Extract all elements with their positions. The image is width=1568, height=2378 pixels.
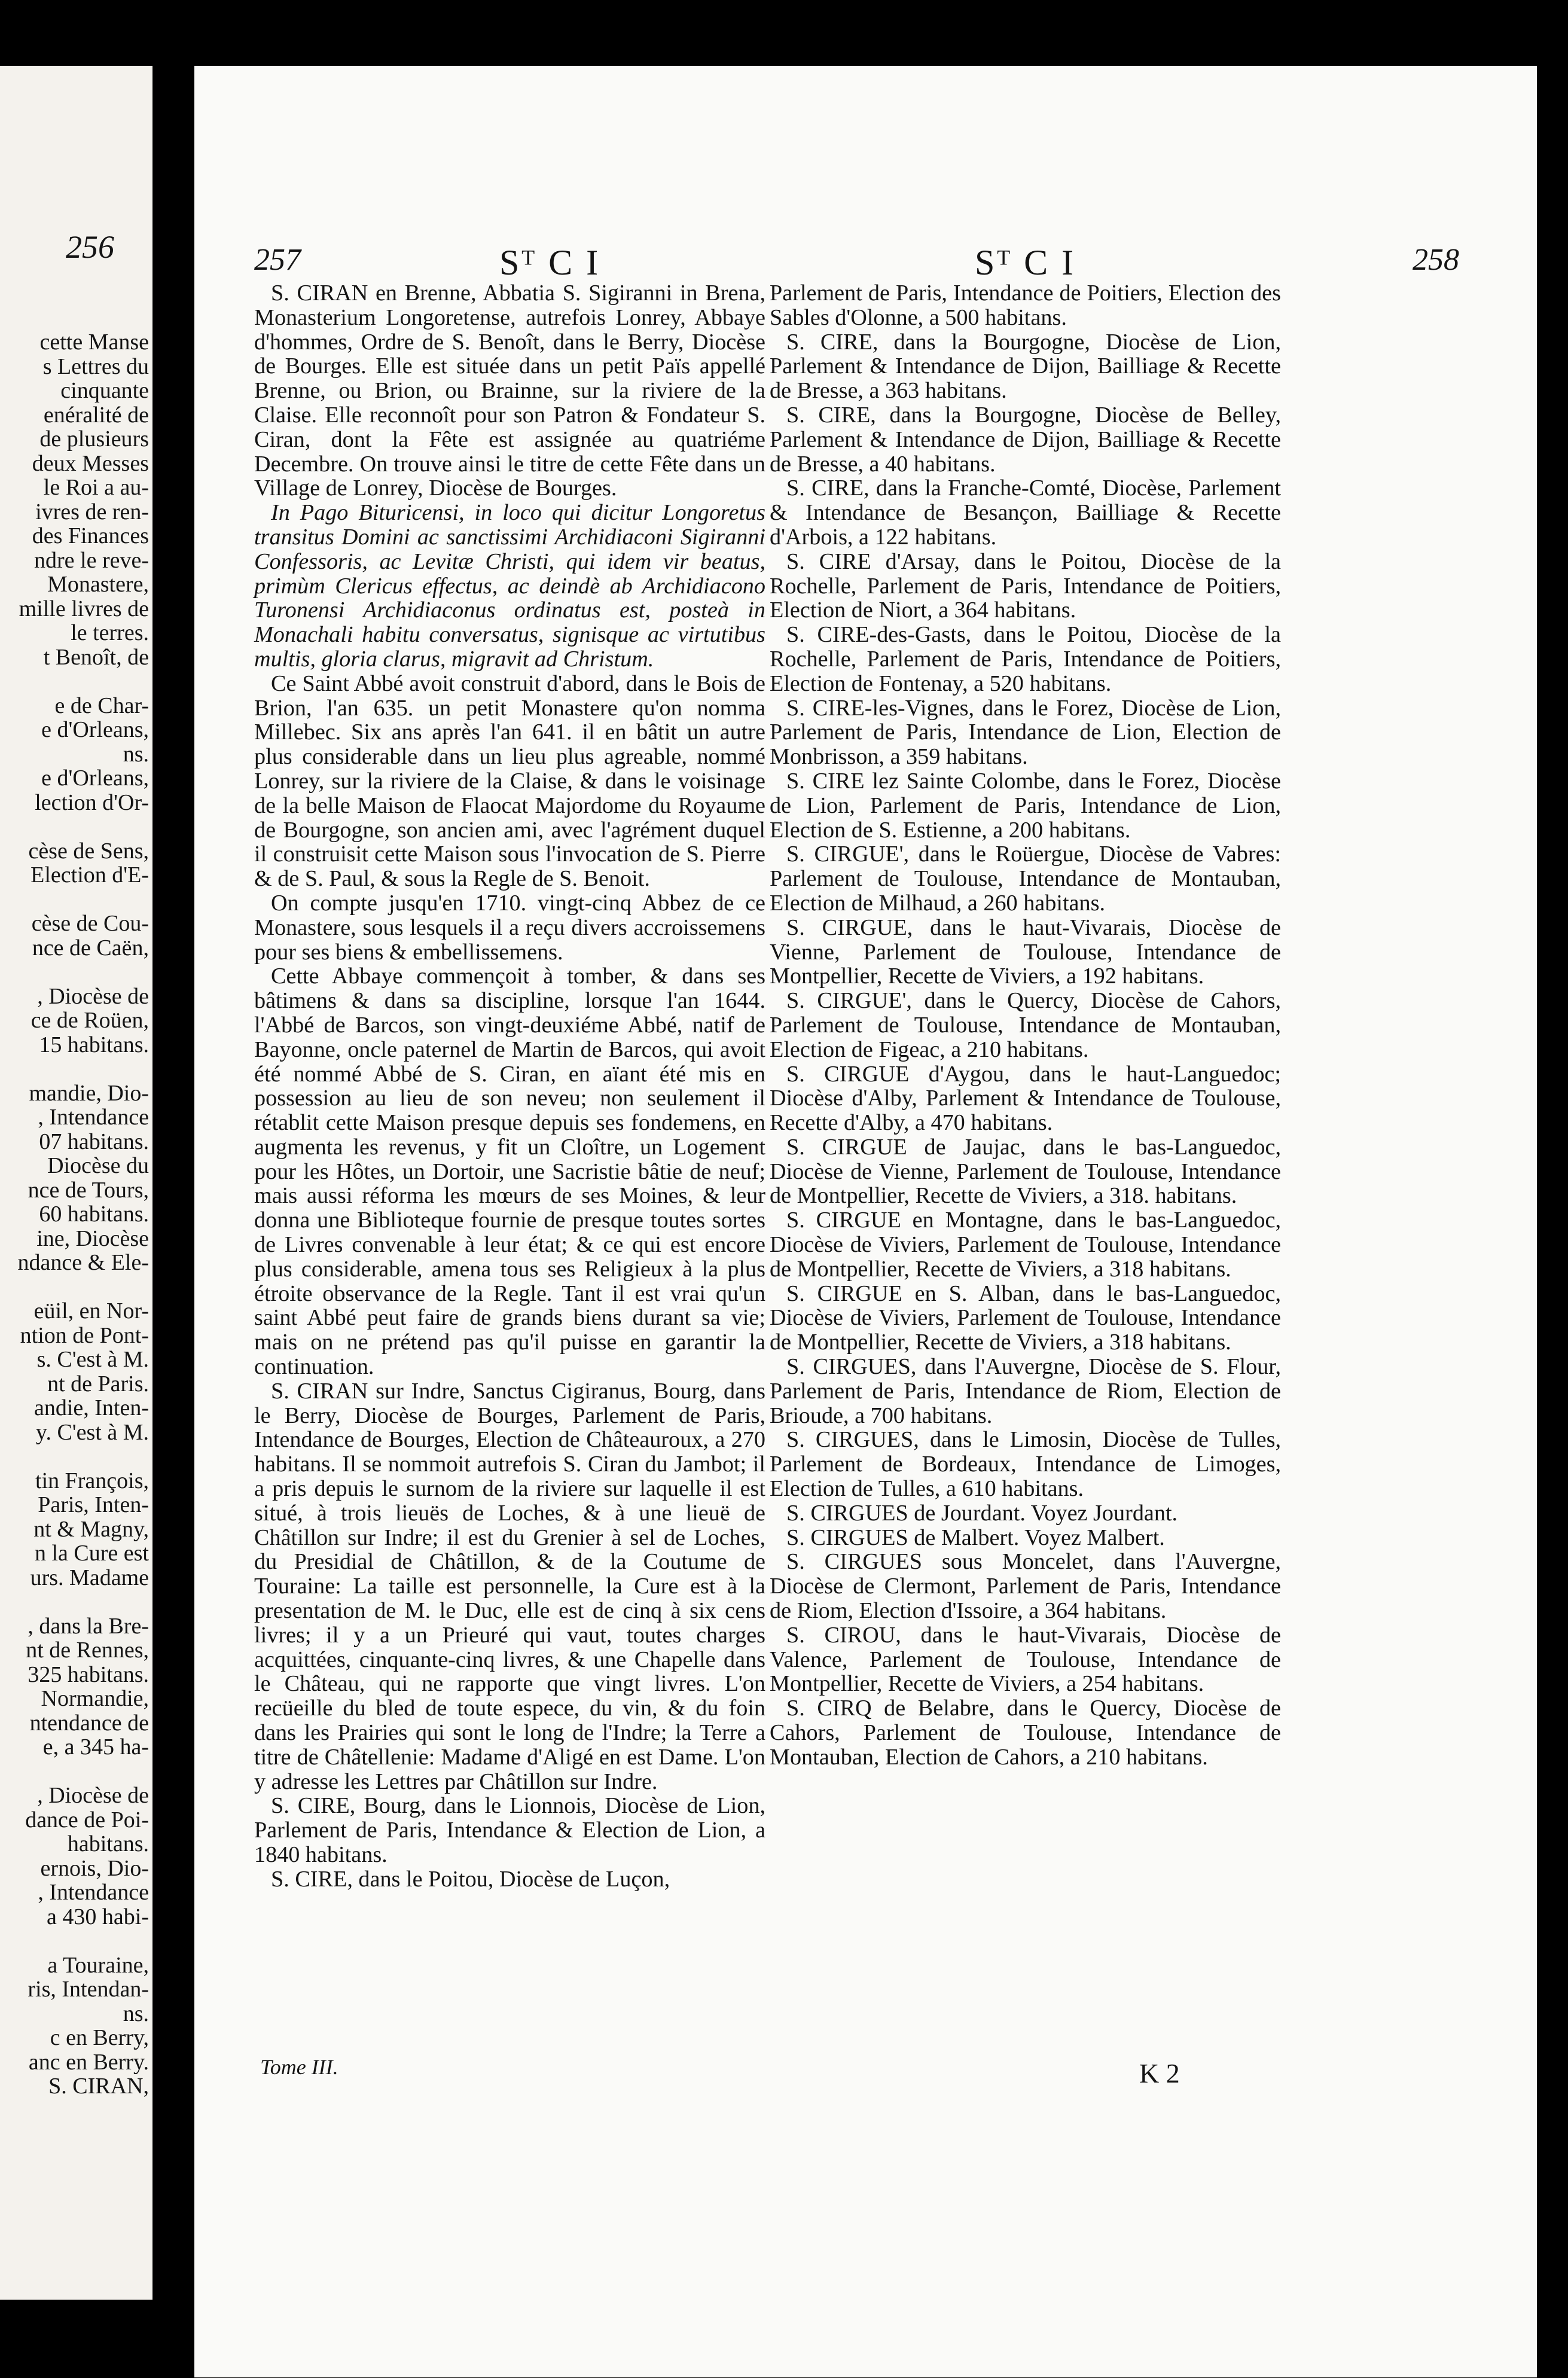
previous-page-line: S. CIRAN, <box>48 2074 149 2099</box>
article-paragraph: S. CIRE, dans le Poitou, Diocèse de Luçon, <box>271 1866 670 1892</box>
previous-page-line: Diocèse du <box>47 1154 149 1178</box>
previous-page-line: urs. Madame <box>30 1565 149 1590</box>
article-paragraph: S. CIRAN sur Indre, Sanctus Cigiranus, Bourg, dans le Berry, Diocèse de Bourges, Parlement de Paris, Intendance de Bourges, Election de Châteauroux, a 270 habitans. Il se nommoit autrefois S. Ciran du Jambot; il a pris depuis le surnom de la riviere sur laquelle il est situé, à trois lieuës de Loches, & à une lieuë de Châtillon sur Indre; il est du Grenier à sel de Loches, du Presidial de Châtillon, & de la Coutume de Touraine: La taille est personnelle, la Cure est à la presentation de M. le Duc, elle est de cinq à six cens livres; il y a un Prieuré qui vaut, toutes charges acquittées, cinquante-cinq livres, & une Chapelle dans le Château, qui ne rapporte que vingt livres. L'on recüeille du bled de toute espece, du vin, & du foin dans les Prairies qui sont le long de l'Indre; la Terre a titre de Châtellenie: Madame d'Aligé en est Dame. L'on y adresse les Lettres par Châtillon sur Indre. <box>254 1378 765 1794</box>
previous-page-line: cette Manse <box>39 330 149 355</box>
article-paragraph: On compte jusqu'en 1710. vingt-cinq Abbez de ce Monastere, sous lesquels il a reçu divers accroissemens pour ses biens & embellissemens. <box>254 890 765 965</box>
previous-page-line: 325 habitans. <box>28 1662 149 1687</box>
previous-page-line: ns. <box>123 742 149 766</box>
previous-page-line: ntendance de <box>29 1711 149 1735</box>
previous-page-line: cinquante <box>60 379 149 403</box>
book-page <box>194 66 1537 2377</box>
previous-page-line <box>0 1760 149 1784</box>
previous-page-line: , dans la Bre- <box>28 1614 149 1638</box>
previous-page-line: mille livres de <box>19 596 149 621</box>
previous-page-line: nt & Magny, <box>33 1517 149 1541</box>
previous-page-line: lection d'Or- <box>35 790 149 815</box>
previous-page-line: n la Cure est <box>34 1541 149 1566</box>
previous-page-line: , Intendance <box>38 1105 149 1130</box>
previous-page-line <box>0 960 149 984</box>
previous-page-line: Election d'E- <box>30 863 149 888</box>
previous-page-line: Paris, Inten- <box>38 1493 149 1517</box>
volume-signature: Tome III. <box>260 2055 338 2079</box>
previous-page-line: ine, Diocèse <box>36 1226 149 1251</box>
previous-page-line: nce de Tours, <box>28 1178 149 1202</box>
right-page-number: 258 <box>1413 243 1459 277</box>
previous-page-line: e d'Orleans, <box>41 766 149 791</box>
previous-page-line: t Benoît, de <box>43 645 149 669</box>
article-paragraph: S. CIRGUES de Jourdant. Voyez Jourdant. <box>786 1500 1178 1526</box>
previous-page-line: cèse de Sens, <box>28 839 149 863</box>
signature-mark: K 2 <box>1139 2058 1180 2089</box>
previous-page-line <box>0 888 149 912</box>
previous-page-line: andie, Inten- <box>33 1396 149 1420</box>
article-paragraph: S. CIRE, dans la Bourgogne, Diocèse de Lion, Parlement & Intendance de Dijon, Bailliage & Recette de Bresse, a 363 habitans. <box>770 329 1281 404</box>
previous-page-line: ns. <box>123 2001 149 2026</box>
previous-page-number: 256 <box>66 229 114 265</box>
previous-page-line: , Intendance <box>38 1880 149 1905</box>
article-paragraph: S. CIRE-des-Gasts, dans le Poitou, Diocèse de la Rochelle, Parlement de Paris, Intendance de Poitiers, Election de Fontenay, a 520 habitans. <box>770 622 1281 696</box>
article-paragraph: Ce Saint Abbé avoit construit d'abord, dans le Bois de Brion, l'an 635. un petit Monastere qu'on nomma Millebec. Six ans après l'an 641. il en bâtit un autre plus considerable dans un lieu plus agreable, nommé Lonrey, sur la riviere de la Claise, & dans le voisinage de la belle Maison de Flaocat Majordome du Royaume de Bourgogne, son ancien ami, avec l'agrément duquel il construisit cette Maison sous l'invocation de S. Pierre & de S. Paul, & sous la Regle de S. Benoit. <box>254 670 765 892</box>
previous-page-line: ce de Roüen, <box>30 1008 149 1033</box>
previous-page-line: ivres de ren- <box>35 499 149 524</box>
previous-page-line: ernois, Dio- <box>40 1856 149 1880</box>
previous-page-line: a 430 habi- <box>47 1904 149 1929</box>
left-running-title: Sᵀ C I <box>499 243 601 282</box>
article-paragraph: S. CIROU, dans le haut-Vivarais, Diocèse de Valence, Parlement de Toulouse, Intendance de Montpellier, Recette de Viviers, a 254 habitans. <box>770 1622 1281 1697</box>
previous-page-text <box>0 330 149 2099</box>
previous-page-line: cèse de Cou- <box>31 911 149 936</box>
previous-page-line: s Lettres du <box>42 354 149 379</box>
article-paragraph: S. CIRE, Bourg, dans le Lionnois, Diocèse de Lion, Parlement de Paris, Intendance & Election de Lion, a 1840 habitans. <box>254 1793 765 1867</box>
previous-page-line: 60 habitans. <box>39 1202 149 1227</box>
article-paragraph: S. CIRE lez Sainte Colombe, dans le Forez, Diocèse de Lion, Parlement de Paris, Intendance de Lion, Election de S. Estienne, a 200 habitans. <box>770 768 1281 843</box>
previous-page-line: de plusieurs <box>39 427 149 452</box>
article-paragraph: S. CIRQ de Belabre, dans le Quercy, Diocèse de Cahors, Parlement de Toulouse, Intendance de Montauban, Election de Cahors, a 210 habitans. <box>770 1696 1281 1770</box>
article-paragraph: Parlement de Paris, Intendance de Poitiers, Election des Sables d'Olonne, a 500 habitans. <box>770 281 1281 330</box>
previous-page-line <box>0 669 149 694</box>
previous-page-line: s. C'est à M. <box>36 1347 149 1372</box>
article-paragraph: S. CIRGUE en S. Alban, dans le bas-Languedoc, Diocèse de Viviers, Parlement de Toulouse, Intendance de Montpellier, Recette de Viviers, a 318 habitans. <box>770 1281 1281 1355</box>
article-paragraph: S. CIRE, dans la Franche-Comté, Diocèse, Parlement & Intendance de Besançon, Bailliage & Recette d'Arbois, a 122 habitans. <box>770 475 1281 550</box>
article-paragraph: S. CIRE d'Arsay, dans le Poitou, Diocèse de la Rochelle, Parlement de Paris, Intendance de Poitiers, Election de Niort, a 364 habitans. <box>770 548 1281 623</box>
article-paragraph: S. CIRGUES, dans le Limosin, Diocèse de Tulles, Parlement de Bordeaux, Intendance de Limoges, Election de Tulles, a 610 habitans. <box>770 1427 1281 1502</box>
previous-page-line: c en Berry, <box>50 2026 149 2050</box>
previous-page-line: ntion de Pont- <box>20 1323 149 1347</box>
previous-page-line: e, a 345 ha- <box>42 1735 149 1760</box>
article-paragraph: S. CIRGUES sous Moncelet, dans l'Auvergne, Diocèse de Clermont, Parlement de Paris, Intendance de Riom, Election d'Issoire, a 364 habitans. <box>770 1549 1281 1624</box>
previous-page-line: deux Messes <box>32 451 149 475</box>
previous-page-line: nce de Caën, <box>32 935 149 960</box>
previous-page-line: 15 habitans. <box>39 1032 149 1057</box>
article-paragraph: S. CIRE, dans la Bourgogne, Diocèse de Belley, Parlement & Intendance de Dijon, Bailliage & Recette de Bresse, a 40 habitans. <box>770 402 1281 477</box>
article-paragraph: S. CIRGUES de Malbert. Voyez Malbert. <box>786 1525 1165 1550</box>
left-page-number: 257 <box>254 243 301 277</box>
previous-page-line: dance de Poi- <box>25 1807 149 1832</box>
previous-page-line: nt de Rennes, <box>26 1638 149 1663</box>
previous-page-line <box>0 815 149 839</box>
previous-page-line: y. C'est à M. <box>35 1420 149 1444</box>
previous-page-line: a Touraine, <box>47 1953 149 1977</box>
previous-page-line <box>0 1275 149 1300</box>
previous-page-line <box>0 1057 149 1081</box>
previous-page-line: des Finances <box>32 524 149 548</box>
article-paragraph: S. CIRGUES, dans l'Auvergne, Diocèse de S. Flour, Parlement de Paris, Intendance de Riom, Election de Brioude, a 700 habitans. <box>770 1354 1281 1428</box>
previous-page-line: habitans. <box>67 1832 149 1856</box>
previous-page-line <box>0 1590 149 1614</box>
previous-page-line: Normandie, <box>41 1687 149 1711</box>
previous-page-line <box>0 1929 149 1953</box>
article-paragraph: In Pago Bituricensi, in loco qui dicitur Longoretus transitus Domini ac sanctissimi Archidiaconi Sigiranni Confessoris, ac Levitæ Christi, qui idem vir beatus, primùm Clericus effectus, ac deindè ab Archidiacono Turonensi Archidiaconus ordinatus est, posteà in Monachali habitu conversatus, signisque ac virtutibus multis, gloria clarus, migravit ad Christum. <box>254 500 765 672</box>
article-paragraph: S. CIRGUE', dans le Quercy, Diocèse de Cahors, Parlement de Toulouse, Intendance de Montauban, Election de Figeac, a 210 habitans. <box>770 988 1281 1062</box>
previous-page-line: 07 habitans. <box>39 1129 149 1154</box>
article-paragraph: S. CIRE-les-Vignes, dans le Forez, Diocèse de Lion, Parlement de Paris, Intendance de Lion, Election de Monbrisson, a 359 habitans. <box>770 695 1281 770</box>
previous-page-fragment <box>0 66 152 2300</box>
previous-page-line: anc en Berry. <box>28 2050 149 2074</box>
previous-page-line: ndre le reve- <box>34 548 149 572</box>
previous-page-line: nt de Paris. <box>47 1371 149 1396</box>
article-paragraph: Cette Abbaye commençoit à tomber, & dans ses bâtimens & dans sa discipline, lorsque l'an 1644. l'Abbé de Barcos, son vingt-deuxiéme Abbé, natif de Bayonne, oncle paternel de Martin de Barcos, qui avoit été nommé Abbé de S. Ciran, en aïant été mis en possession au lieu de son neveu; non seulement il rétablit cette Maison presque depuis ses fondemens, en augmenta les revenus, y fit un Cloître, un Logement pour les Hôtes, un Dortoir, une Sacristie bâtie de neuf; mais aussi réforma les mœurs de ses Moines, & leur donna une Biblioteque fournie de presque toutes sortes de Livres convenable à leur état; & ce qui est encore plus considerable, amena tous ses Religieux à la plus étroite observance de la Regle. Tant il est vrai qu'un saint Abbé peut faire de grands biens durant sa vie; mais on ne prétend pas qu'il puisse en garantir la continuation. <box>254 964 765 1380</box>
article-paragraph: S. CIRGUE, dans le haut-Vivarais, Diocèse de Vienne, Parlement de Toulouse, Intendance de Montpellier, Recette de Viviers, a 192 habitans. <box>770 914 1281 989</box>
previous-page-line: , Diocèse de <box>37 1783 149 1808</box>
previous-page-line: e de Char- <box>54 693 149 718</box>
previous-page-line: enéralité de <box>43 403 149 427</box>
right-text-column <box>770 281 1281 1770</box>
article-paragraph: S. CIRAN en Brenne, Abbatia S. Sigiranni in Brena, Monasterium Longoretense, autrefois Lonrey, Abbaye d'hommes, Ordre de S. Benoît, dans le Berry, Diocèse de Bourges. Elle est située dans un petit Païs appellé Brenne, ou Brion, ou Brainne, sur la riviere de la Claise. Elle reconnoît pour son Patron & Fondateur S. Ciran, dont la Fête est assignée au quatriéme Decembre. On trouve ainsi le titre de cette Fête dans un Village de Lonrey, Diocèse de Bourges. <box>254 281 765 501</box>
previous-page-line: tin François, <box>35 1468 149 1493</box>
previous-page-line: ndance & Ele- <box>17 1251 149 1275</box>
previous-page-line <box>0 1444 149 1469</box>
previous-page-line: ris, Intendan- <box>28 1977 149 2002</box>
previous-page-line: le Roi a au- <box>43 475 149 500</box>
previous-page-line: eüil, en Nor- <box>33 1299 149 1324</box>
previous-page-line: , Diocèse de <box>37 984 149 1008</box>
article-paragraph: S. CIRGUE en Montagne, dans le bas-Languedoc, Diocèse de Viviers, Parlement de Toulouse, Intendance de Montpellier, Recette de Viviers, a 318 habitans. <box>770 1208 1281 1282</box>
left-text-column <box>254 281 765 1892</box>
previous-page-line: mandie, Dio- <box>29 1081 149 1105</box>
right-running-title: Sᵀ C I <box>975 243 1076 282</box>
previous-page-line: Monastere, <box>47 572 149 597</box>
article-paragraph: S. CIRGUE', dans le Roüergue, Diocèse de Vabres: Parlement de Toulouse, Intendance de Montauban, Election de Milhaud, a 260 habitans. <box>770 842 1281 916</box>
previous-page-line: le terres. <box>71 621 149 645</box>
previous-page-line: e d'Orleans, <box>41 718 149 742</box>
article-paragraph: S. CIRGUE de Jaujac, dans le bas-Languedoc, Diocèse de Vienne, Parlement de Toulouse, Intendance de Montpellier, Recette de Viviers, a 318. habitans. <box>770 1134 1281 1209</box>
article-paragraph: S. CIRGUE d'Aygou, dans le haut-Languedoc; Diocèse d'Alby, Parlement & Intendance de Toulouse, Recette d'Alby, a 470 habitans. <box>770 1061 1281 1136</box>
